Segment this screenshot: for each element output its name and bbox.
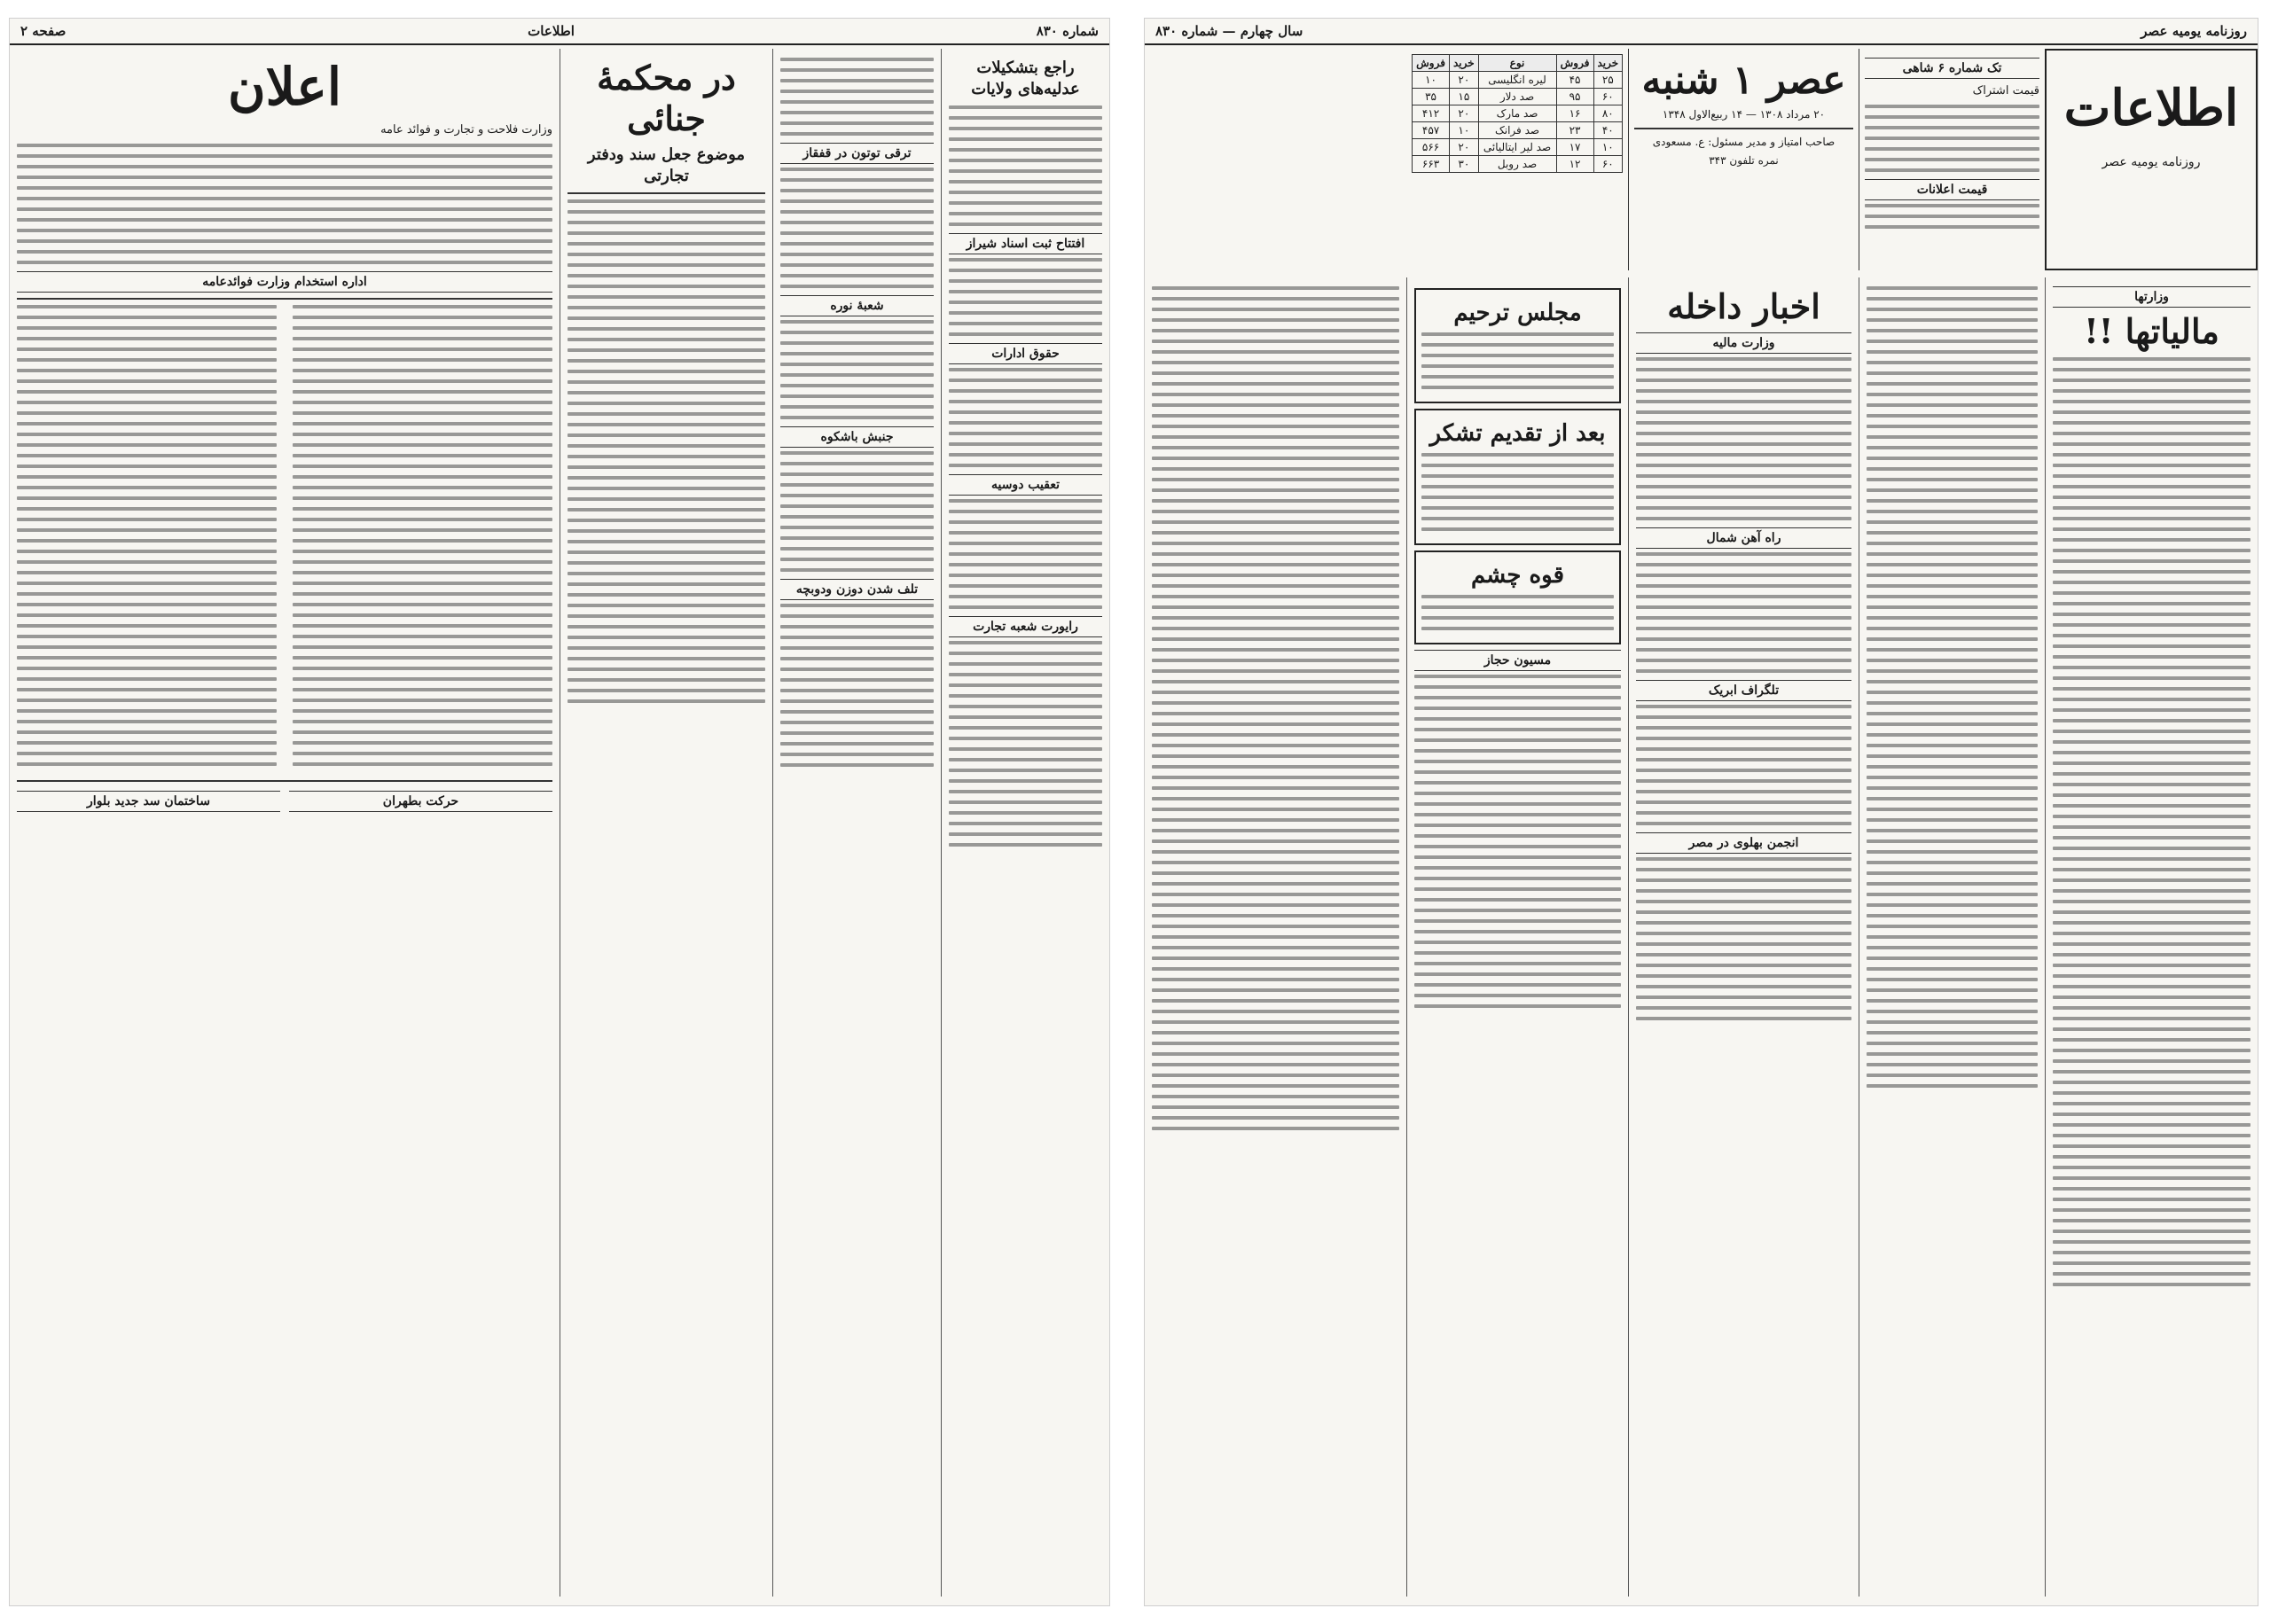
internal-news-column xyxy=(1628,277,1859,1597)
cell: صد روبل xyxy=(1478,156,1556,173)
subscription-title: قیمت اشتراک xyxy=(1972,84,2039,98)
editorial-title: مالیاتها !! xyxy=(2084,311,2219,351)
left-page xyxy=(9,18,1110,1606)
tagline: روزنامه یومیه عصر xyxy=(2141,23,2247,39)
announcement-column xyxy=(1406,277,1628,1597)
cell: صد مارک xyxy=(1478,105,1556,122)
single-copy-price: تک شماره ۶ شاهی xyxy=(1865,58,2039,79)
news-head: جنبش باشکوه xyxy=(780,426,934,448)
table-row xyxy=(1413,139,1623,156)
col-head: نوع xyxy=(1478,55,1556,72)
cell: ۱۰ xyxy=(1450,122,1478,139)
bottom-head: حرکت بطهران xyxy=(289,791,552,812)
cell: صد لیر ایتالیائی xyxy=(1478,139,1556,156)
ads-body: وزارت فلاحت و تجارت و فوائد عامه xyxy=(380,123,552,137)
column-head: مسیون حجاز xyxy=(1414,650,1621,671)
bottom-head: ساختمان سد جدید بلوار xyxy=(17,791,280,812)
news-column-a xyxy=(1859,277,2045,1597)
thanks-box xyxy=(1414,409,1621,545)
qoveh-box xyxy=(1414,550,1621,644)
ad-prices-label: قیمت اعلانات xyxy=(1865,179,2039,200)
subscription-block xyxy=(1859,49,2045,270)
internal-section: وزارت ماليه xyxy=(1636,332,1851,354)
table-row xyxy=(1413,105,1623,122)
cell: ۶۶۳ xyxy=(1413,156,1450,173)
col-head: خرید xyxy=(1593,55,1622,72)
cell: ۳۵ xyxy=(1413,89,1450,105)
issue-number: شماره ۸۳۰ xyxy=(1036,23,1099,39)
ads-title: اعلان xyxy=(228,57,341,117)
column-head: انجمن بهلوی در مصر xyxy=(1636,832,1851,854)
table-row xyxy=(1413,122,1623,139)
news-head: شعبهٔ نوره xyxy=(780,295,934,316)
cell: ۲۰ xyxy=(1450,105,1478,122)
table-row xyxy=(1413,72,1623,89)
editorial-column xyxy=(2045,277,2258,1597)
page-label: صفحه ۲ xyxy=(20,23,67,39)
cell: صد فرانک xyxy=(1478,122,1556,139)
news-head: افتتاح ثبت اسناد شیراز xyxy=(949,233,1102,254)
column-head: تلگراف ابریک xyxy=(1636,680,1851,701)
cell: ۹۵ xyxy=(1556,89,1593,105)
masthead xyxy=(2045,49,2258,270)
editorial-section: وزارتها xyxy=(2053,286,2250,308)
exchange-table-block xyxy=(1406,49,1628,270)
news-column-4 xyxy=(941,49,1109,1597)
news-head: تعقیب دوسیه xyxy=(949,474,1102,496)
internal-title: اخبار داخله xyxy=(1667,286,1820,326)
weekday: عصر ۱ شنبه xyxy=(1641,58,1846,103)
cell: ۴۱۲ xyxy=(1413,105,1450,122)
table-row xyxy=(1413,156,1623,173)
col-head: فروش xyxy=(1413,55,1450,72)
news-head: رایورت شعبه تجارت xyxy=(949,616,1102,637)
ads-footer: اداره استخدام وزارت فوائدعامه xyxy=(17,271,552,293)
cell: ۱۰ xyxy=(1593,139,1622,156)
masthead-tagline: روزنامه یومیه عصر xyxy=(2102,155,2201,169)
date-block xyxy=(1628,49,1859,270)
manager-line: صاحب امتیاز و مدیر مسئول: ع. مسعودی xyxy=(1652,136,1836,148)
cell: ۱۲ xyxy=(1556,156,1593,173)
cell: ۱۵ xyxy=(1450,89,1478,105)
cell: ۴۰ xyxy=(1593,122,1622,139)
left-page-header xyxy=(10,19,1109,45)
cell: ۶۰ xyxy=(1593,89,1622,105)
cell: ۲۰ xyxy=(1450,72,1478,89)
court-subtitle: موضوع جعل سند ودفتر تجارتی xyxy=(587,145,746,185)
ads-column xyxy=(10,49,560,1597)
cell: ۴۵۷ xyxy=(1413,122,1450,139)
right-page xyxy=(1144,18,2258,1606)
news-head: تلف شدن دوزن ودوبچه xyxy=(780,579,934,600)
court-title: در محکمهٔ جنائی xyxy=(597,58,736,138)
date-line: ۲۰ مرداد ۱۳۰۸ — ۱۴ ربیع‌الاول ۱۳۴۸ xyxy=(1662,108,1826,121)
news-title: راجع بتشکیلات عدلیه‌های ولایات xyxy=(971,59,1080,98)
court-column xyxy=(560,49,772,1597)
cell: ۲۳ xyxy=(1556,122,1593,139)
thanks-title: بعد از تقدیم تشکر xyxy=(1429,420,1606,447)
masthead-title: اطلاعات xyxy=(2063,79,2239,137)
column-head: راه آهن شمال xyxy=(1636,527,1851,549)
cell: ۱۰ xyxy=(1413,72,1450,89)
cell: ۶۰ xyxy=(1593,156,1622,173)
tarhim-box xyxy=(1414,288,1621,403)
news-head: حقوق ادارات xyxy=(949,343,1102,364)
cell: صد دلار xyxy=(1478,89,1556,105)
news-column-b xyxy=(1145,277,1406,1597)
cell: ۳۰ xyxy=(1450,156,1478,173)
col-head: فروش xyxy=(1556,55,1593,72)
cell: ۲۰ xyxy=(1450,139,1478,156)
col-head: خرید xyxy=(1450,55,1478,72)
cell: ۵۶۶ xyxy=(1413,139,1450,156)
table-row xyxy=(1413,89,1623,105)
tarhim-title: مجلس ترحیم xyxy=(1453,300,1582,326)
cell: لیره انگلیسی xyxy=(1478,72,1556,89)
cell: ۲۵ xyxy=(1593,72,1622,89)
exchange-table xyxy=(1412,54,1623,173)
cell: ۱۶ xyxy=(1556,105,1593,122)
phone-line: نمره تلفون ۳۴۳ xyxy=(1709,154,1779,167)
right-page-header xyxy=(1145,19,2258,45)
news-column-3 xyxy=(772,49,941,1597)
qoveh-title: قوه چشم xyxy=(1470,562,1565,589)
news-head: ترقی توتون در قفقاز xyxy=(780,143,934,164)
bottom-heads xyxy=(17,787,552,816)
cell: ۴۵ xyxy=(1556,72,1593,89)
section-title: اطلاعات xyxy=(528,23,575,39)
year-issue: سال چهارم — شماره ۸۳۰ xyxy=(1155,23,1303,39)
cell: ۸۰ xyxy=(1593,105,1622,122)
cell: ۱۷ xyxy=(1556,139,1593,156)
